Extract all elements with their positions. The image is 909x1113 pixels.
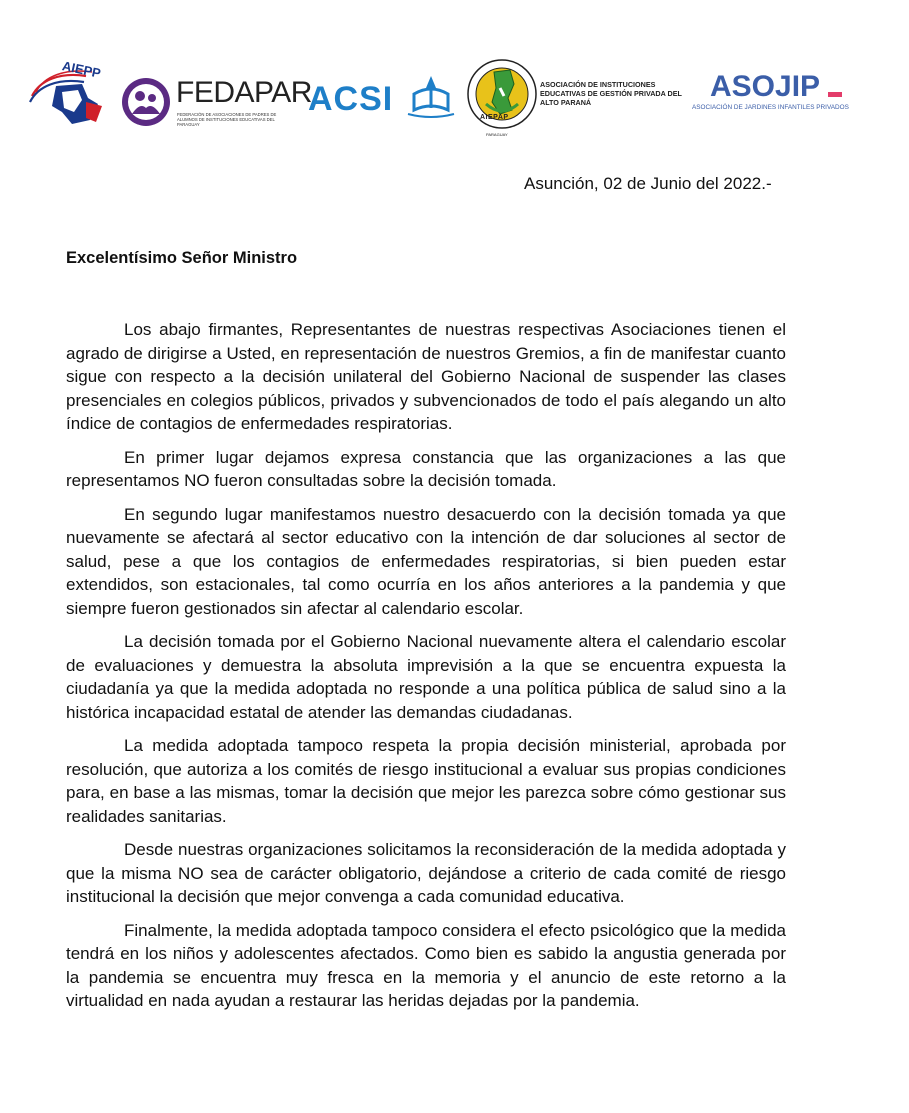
aiepap-emblem-icon — [464, 48, 540, 144]
letter-body — [66, 318, 786, 1023]
asojip-accent-bar — [828, 92, 842, 97]
asojip-logo — [692, 70, 862, 120]
paragraph: Los abajo firmantes, Representantes de nuestras respectivas Asociaciones tienen el agrado de dirigirse a Usted, en representación de nuestros Gremios, a fin de manifestar cuanto sigue con respecto a la decisión unilateral del Gobierno Nacional de suspender las clases presenciales en colegios públicos, privados y subvencionados de todo el país alegando un alto índice de contagios de enfermedades respiratorias. — [66, 320, 786, 433]
paragraph: En segundo lugar manifestamos nuestro desacuerdo con la decisión tomada ya que nuevamente se afectará al sector educativo con la intención de dar soluciones al sector de salud, pese a que los contagios de enfermedades respiratorias, si bien pueden estar extendidos, son estacionales, tal como ocurría en los años anteriores a la pandemia y que siempre fueron gestionados sin afectar al calendario escolar. — [66, 504, 786, 618]
acsi-logo-text: ACSI — [308, 80, 394, 118]
aiepp-logo-text: AIEPP — [60, 58, 103, 81]
fedapar-logo-subtitle: FEDERACIÓN DE ASOCIACIONES DE PADRES DE ALUMNOS DE INSTITUCIONES EDUCATIVAS DEL PARAGUAY — [177, 112, 277, 127]
aiepp-logo — [26, 58, 110, 134]
fedapar-logo-text: FEDAPAR — [176, 76, 312, 109]
letter-salutation: Excelentísimo Señor Ministro — [66, 249, 298, 267]
fedapar-emblem-icon — [120, 76, 172, 128]
paragraph: Desde nuestras organizaciones solicitamos la reconsideración de la medida adoptada y que la misma NO sea de carácter obligatorio, dejándose a criterio de cada comité de riesgo institucional la decisión que mejor convenga a cada comunidad educativa. — [66, 840, 786, 906]
aiepap-logo-text: AIEPAP — [480, 114, 509, 121]
asojip-logo-text: ASOJIP — [710, 70, 821, 103]
aiepap-side-text: ASOCIACIÓN DE INSTITUCIONES EDUCATIVAS DE GESTIÓN PRIVADA DEL ALTO PARANÁ — [540, 80, 682, 107]
paragraph: Finalmente, la medida adoptada tampoco considera el efecto psicológico que la medida tendrá en los niños y adolescentes afectados. Como bien es sabido la angustia generada por la pandemia se encuentra muy fresca en la memoria y el anuncio de este retorno a la virtualidad en nada ayudan a restaurar las heridas dejadas por la pandemia. — [66, 920, 786, 1010]
paragraph: En primer lugar dejamos expresa constancia que las organizaciones a las que representamos NO fueron consultadas sobre la decisión tomada. — [66, 447, 786, 490]
logo-header — [0, 0, 909, 160]
acsi-logo — [308, 68, 458, 128]
acsi-emblem-icon — [404, 72, 458, 124]
asojip-logo-subtitle: ASOCIACIÓN DE JARDINES INFANTILES PRIVADOS — [692, 104, 849, 111]
paragraph: La medida adoptada tampoco respeta la propia decisión ministerial, aprobada por resolución, que autoriza a los comités de riesgo institucional a evaluar sus propias condiciones para, en base a las mismas, tomar la decisión que mejor les parezca sobre cómo gestionar sus realidades sanitarias. — [66, 736, 786, 826]
letter-date: Asunción, 02 de Junio del 2022.- — [524, 174, 772, 193]
paragraph: La decisión tomada por el Gobierno Nacional nuevamente altera el calendario escolar de evaluaciones y demuestra la absoluta imprevisión a la que se encuentra expuesta la ciudadanía ya que la medida adoptada no responde a una política pública de salud sino a la histórica incapacidad estatal de atender las demandas ciudadanas. — [66, 632, 786, 722]
fedapar-logo — [120, 76, 312, 132]
aiepap-logo — [464, 48, 689, 148]
aiepap-bottom-text: PARAGUAY — [486, 132, 508, 137]
